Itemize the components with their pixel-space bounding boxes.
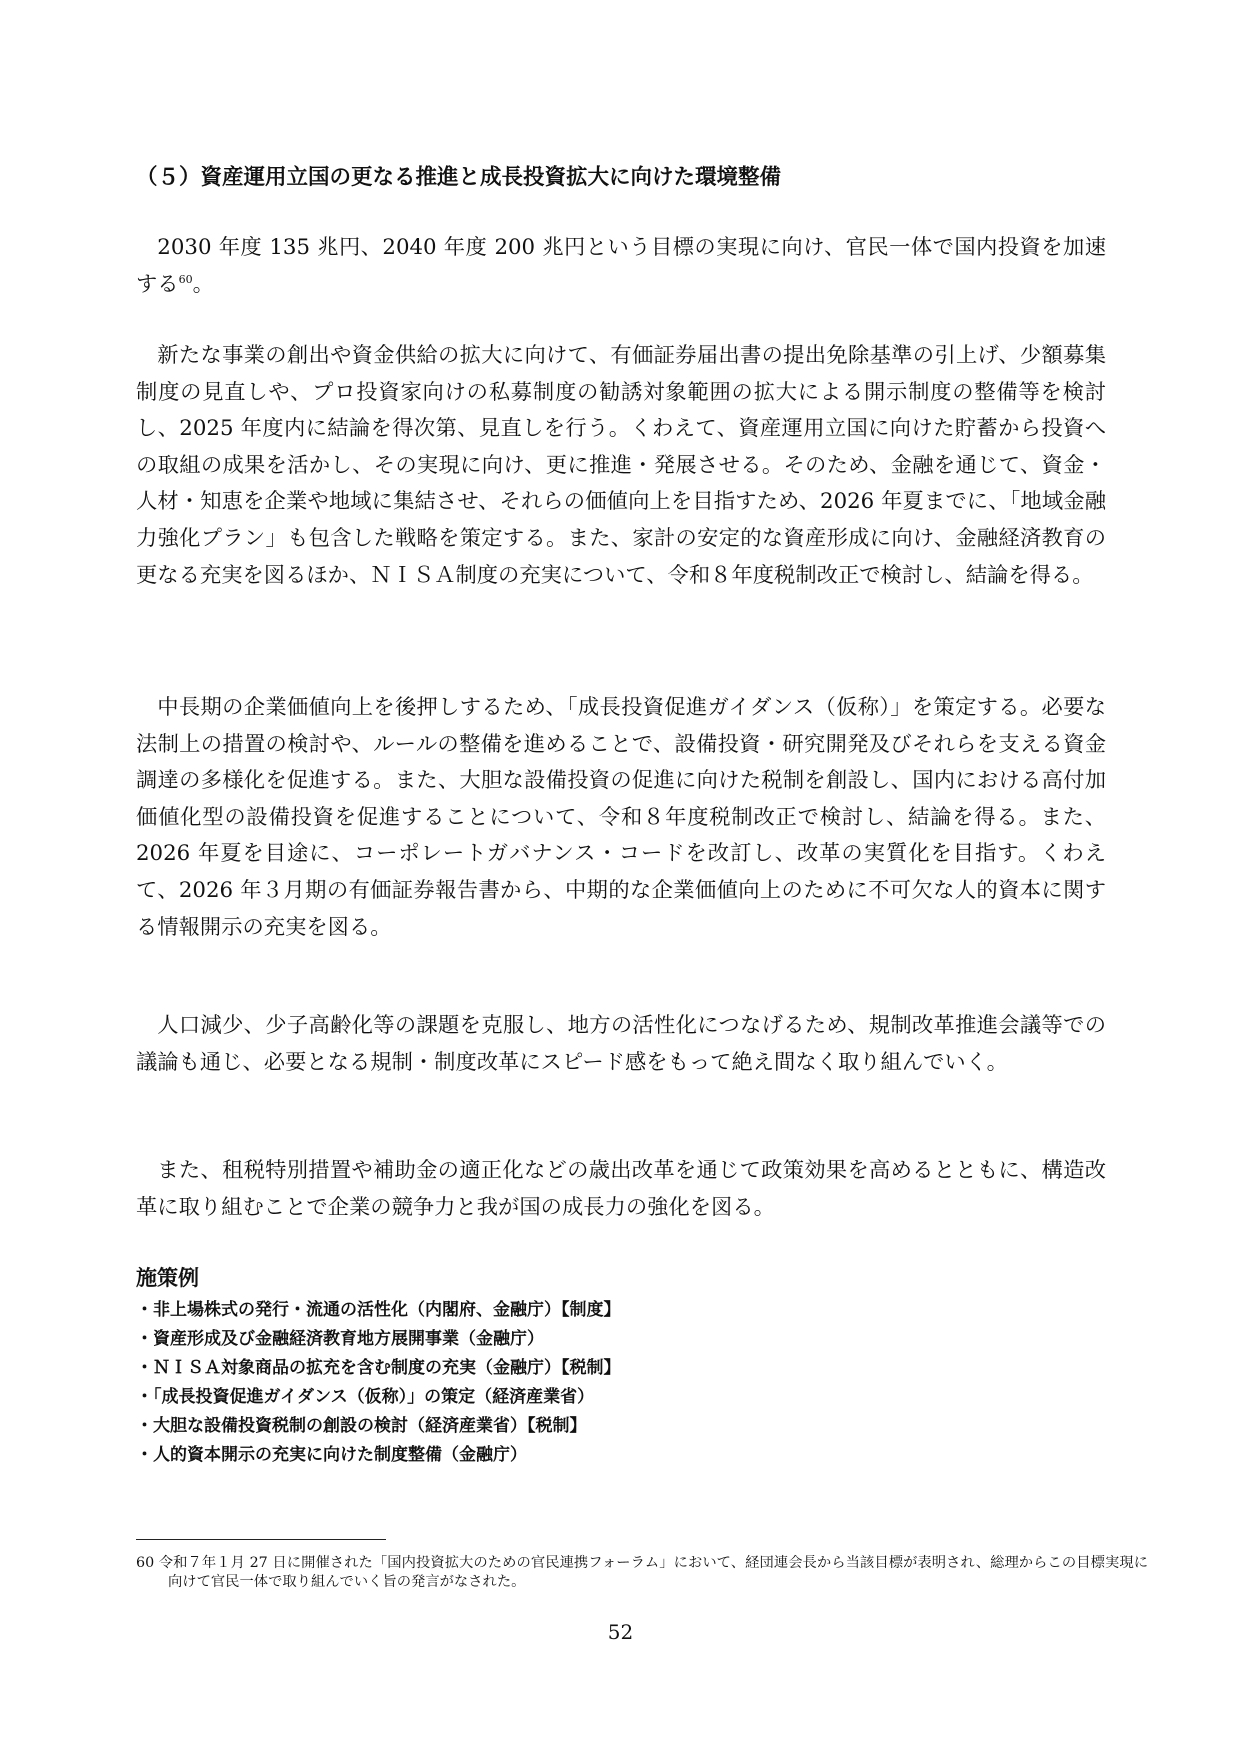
measure-item: ・ＮＩＳＡ対象商品の拡充を含む制度の充実（金融庁）【税制】 (136, 1358, 621, 1378)
section-heading: （５）資産運用立国の更なる推進と成長投資拡大に向けた環境整備 (136, 165, 782, 190)
paragraph-expenditure-reform: また、租税特別措置や補助金の適正化などの歳出改革を通じて政策効果を高めるとともに、構造改革に取り組むことで企業の競争力と我が国の成長力の強化を図る。 (136, 1158, 1106, 1220)
page-number: 52 (607, 1620, 634, 1644)
footnote-reference: 60 (178, 272, 193, 286)
paragraph-investment-target (136, 230, 1106, 303)
measure-item: ・非上場株式の発行・流通の活性化（内閣府、金融庁）【制度】 (136, 1300, 621, 1320)
measures-title: 施策例 (136, 1266, 199, 1290)
paragraph-corporate-value: 中長期の企業価値向上を後押しするため、「成長投資促進ガイダンス（仮称）」を策定する。必要な法制上の措置の検討や、ルールの整備を進めることで、設備投資・研究開発及びそれらを支える資金調達の多様化を促進する。また、大胆な設備投資の促進に向けた税制を創設し、国内における高付加価値化型の設備投資を促進することについて、令和８年度税制改正で検討し、結論を得る。また、2026 年夏を目途に、コーポレートガバナンス・コードを改訂し、改革の実質化を目指す。くわえて、2026 年３月期の有価証券報告書から、中期的な企業価値向上のために不可欠な人的資本に関する情報開示の充実を図る。 (136, 695, 1106, 940)
paragraph-regulatory-reform: 人口減少、少子高齢化等の課題を克服し、地方の活性化につなげるため、規制改革推進会議等での議論も通じ、必要となる規制・制度改革にスピード感をもって絶え間なく取り組んでいく。 (136, 1013, 1106, 1075)
measure-item: ・大胆な設備投資税制の創設の検討（経済産業省）【税制】 (136, 1416, 587, 1436)
measure-item: ・資産形成及び金融経済教育地方展開事業（金融庁） (136, 1329, 544, 1349)
paragraph-disclosure-reform: 新たな事業の創出や資金供給の拡大に向けて、有価証券届出書の提出免除基準の引上げ、少額募集制度の見直しや、プロ投資家向けの私募制度の勧誘対象範囲の拡大による開示制度の整備等を検討し、2025 年度内に結論を得次第、見直しを行う。くわえて、資産運用立国に向けた貯蓄から投資への取組の成果を活かし、その実現に向け、更に推進・発展させる。そのため、金融を通じて、資金・人材・知恵を企業や地域に集結させ、それらの価値向上を目指すため、2026 年夏までに、「地域金融力強化プラン」も包含した戦略を策定する。また、家計の安定的な資産形成に向け、金融経済教育の更なる充実を図るほか、ＮＩＳＡ制度の充実について、令和８年度税制改正で検討し、結論を得る。 (136, 343, 1106, 588)
footnote-60: 60 令和７年１月 27 日に開催された「国内投資拡大のための官民連携フォーラム」において、経団連会長から当該目標が表明され、総理からこの目標実現に向けて官民一体で取り組んでいく旨の発言がなされた。 (136, 1555, 1148, 1590)
measure-item: ・人的資本開示の充実に向けた制度整備（金融庁） (136, 1445, 527, 1465)
measures-list (136, 1296, 1116, 1470)
measure-item: ・「成長投資促進ガイダンス（仮称）」の策定（経済産業省） (136, 1387, 595, 1407)
footnote-divider (136, 1539, 386, 1540)
paragraph-text-end: 。 (192, 271, 214, 297)
paragraph-text: 2030 年度 135 兆円、2040 年度 200 兆円という目標の実現に向け、官民一体で国内投資を加速する (136, 235, 1106, 297)
